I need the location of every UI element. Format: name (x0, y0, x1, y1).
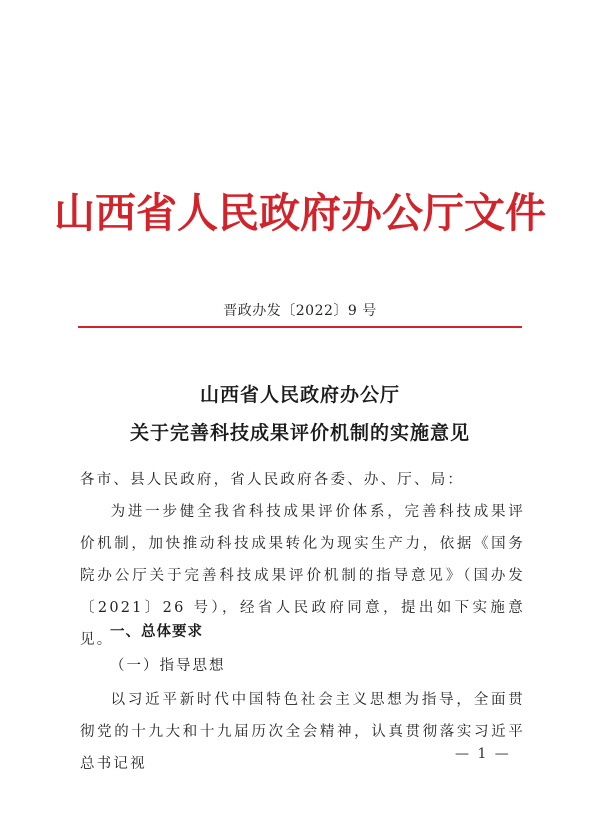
red-divider-line (78, 326, 522, 328)
intro-paragraph-text: 为进一步健全我省科技成果评价体系，完善科技成果评价机制，加快推动科技成果转化为现实生产力，依据《国务院办公厅关于完善科技成果评价机制的指导意见》（国办发〔2021〕26 号），经省人民政府同意，提出如下实施意见。 (80, 504, 525, 648)
page-number: — 1 — (455, 746, 511, 762)
salutation: 各市、县人民政府，省人民政府各委、办、厅、局： (80, 472, 465, 488)
document-title-line-1: 山西省人民政府办公厅 (199, 384, 400, 406)
issuer-banner: 山西省人民政府办公厅文件 (54, 189, 546, 237)
subsection-heading-guiding-ideology: （一）指导思想 (110, 658, 226, 674)
section-heading-general-requirements: 一、总体要求 (110, 624, 203, 640)
document-title-line-2: 关于完善科技成果评价机制的实施意见 (129, 422, 470, 444)
guiding-ideology-paragraph (80, 684, 525, 780)
guiding-ideology-paragraph-text: 以习近平新时代中国特色社会主义思想为指导，全面贯彻党的十九大和十九届历次全会精神，认真贯彻落实习近平总书记视 (80, 692, 525, 772)
document-number: 晋政办发〔2022〕9 号 (223, 303, 377, 319)
